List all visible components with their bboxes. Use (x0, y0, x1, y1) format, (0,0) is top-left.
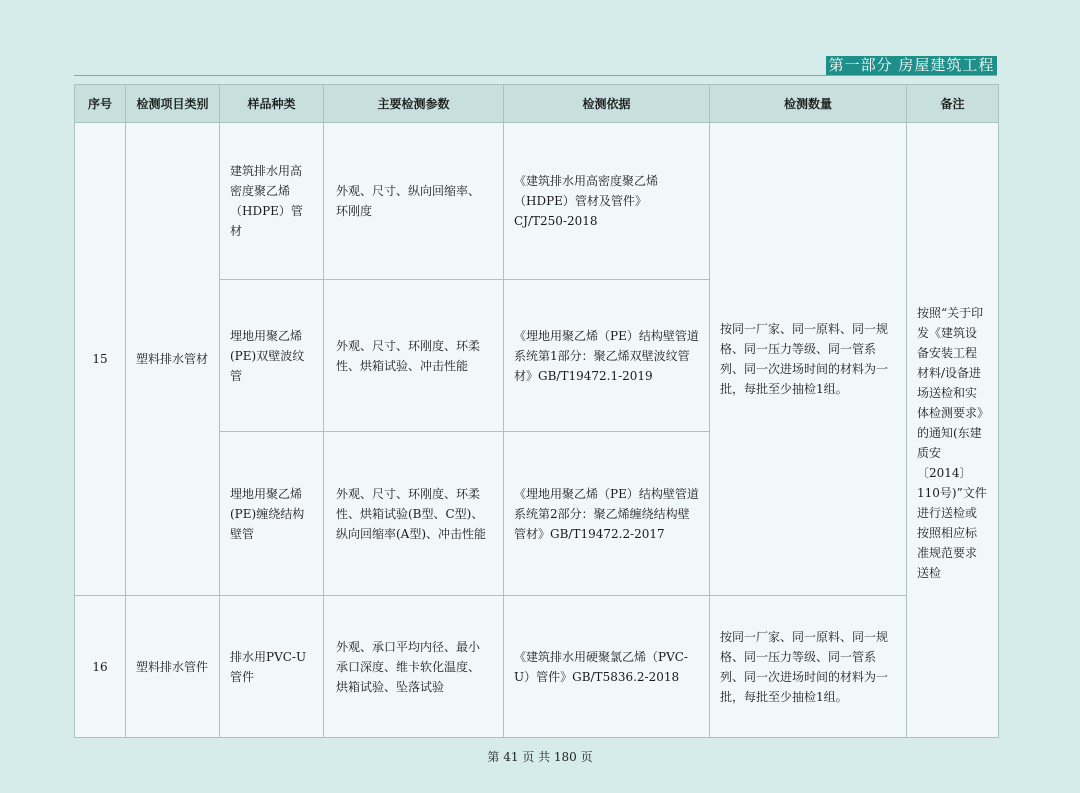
col-header-remark: 备注 (907, 85, 999, 123)
section-label: 第一部分 房屋建筑工程 (826, 56, 997, 75)
inspection-table (74, 84, 999, 738)
test-basis: 《埋地用聚乙烯（PE）结构壁管道系统第1部分：聚乙烯双壁波纹管材》GB/T19472.1-2019 (504, 280, 710, 432)
row-category: 塑料排水管件 (126, 596, 220, 738)
remark: 按照“关于印发《建筑设备安装工程材料/设备进场送检和实体检测要求》的通知(东建质安〔2014〕110号)”文件进行送检或按照相应标准规范要求送检 (907, 123, 999, 738)
table-row (75, 596, 999, 738)
col-header-no: 序号 (75, 85, 126, 123)
test-basis: 《建筑排水用高密度聚乙烯（HDPE）管材及管件》CJ/T250-2018 (504, 123, 710, 280)
test-basis: 《建筑排水用硬聚氯乙烯（PVC-U）管件》GB/T5836.2-2018 (504, 596, 710, 738)
col-header-params: 主要检测参数 (324, 85, 504, 123)
row-number: 16 (75, 596, 126, 738)
page-number: 第 41 页 共 180 页 (487, 750, 593, 764)
sample-type: 埋地用聚乙烯(PE)缠绕结构壁管 (220, 432, 324, 596)
row-number: 15 (75, 123, 126, 596)
header-rule (74, 75, 997, 76)
test-params: 外观、尺寸、纵向回缩率、环刚度 (324, 123, 504, 280)
col-header-quantity: 检测数量 (710, 85, 907, 123)
row-category: 塑料排水管材 (126, 123, 220, 596)
test-quantity: 按同一厂家、同一原料、同一规格、同一压力等级、同一管系列、同一次进场时间的材料为一批，每批至少抽检1组。 (710, 123, 907, 596)
col-header-basis: 检测依据 (504, 85, 710, 123)
col-header-category: 检测项目类别 (126, 85, 220, 123)
table-header-row (75, 85, 999, 123)
test-basis: 《埋地用聚乙烯（PE）结构壁管道系统第2部分：聚乙烯缠绕结构壁管材》GB/T19472.2-2017 (504, 432, 710, 596)
sample-type: 建筑排水用高密度聚乙烯（HDPE）管材 (220, 123, 324, 280)
table-row (75, 123, 999, 280)
sample-type: 埋地用聚乙烯(PE)双壁波纹管 (220, 280, 324, 432)
test-quantity: 按同一厂家、同一原料、同一规格、同一压力等级、同一管系列、同一次进场时间的材料为一批，每批至少抽检1组。 (710, 596, 907, 738)
test-params: 外观、承口平均内径、最小承口深度、维卡软化温度、烘箱试验、坠落试验 (324, 596, 504, 738)
sample-type: 排水用PVC-U管件 (220, 596, 324, 738)
test-params: 外观、尺寸、环刚度、环柔性、烘箱试验、冲击性能 (324, 280, 504, 432)
test-params: 外观、尺寸、环刚度、环柔性、烘箱试验(B型、C型)、纵向回缩率(A型)、冲击性能 (324, 432, 504, 596)
col-header-sample: 样品种类 (220, 85, 324, 123)
